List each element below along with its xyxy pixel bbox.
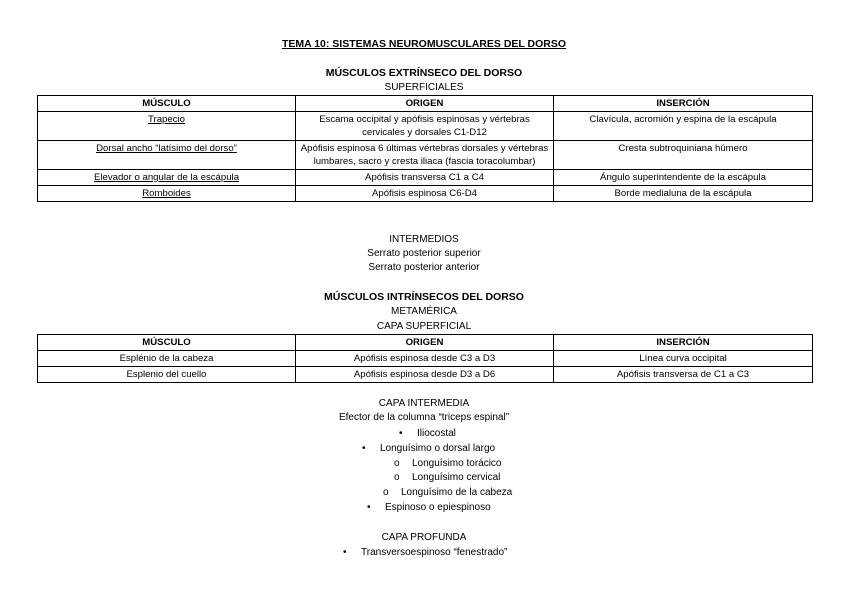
list-item: o Longuísimo torácico — [394, 458, 502, 469]
origin-cell: Apófisis espinosa 6 últimas vértebras dorsales y vértebras lumbares, sacro y cresta iliaca (fascia toracolumbar) — [296, 141, 554, 170]
extrinsic-table — [37, 95, 813, 202]
origin-cell: Escama occipital y apófisis espinosas y vértebras cervicales y dorsales C1-D12 — [296, 112, 554, 141]
col-header-insertion: INSERCIÓN — [554, 96, 813, 112]
bullet-icon: • — [367, 502, 371, 513]
muscle-cell: Dorsal ancho “latísimo del dorso” — [38, 141, 296, 170]
metamerica-label: METAMÉRICA — [391, 306, 457, 317]
capa-superficial-label: CAPA SUPERFICIAL — [376, 321, 472, 332]
muscle-cell: Trapecio — [38, 112, 296, 141]
insertion-cell: Borde medialuna de la escápula — [554, 186, 813, 202]
col-header-origin: ORIGEN — [296, 335, 554, 351]
table-row — [38, 170, 813, 186]
sub-bullet-icon: o — [383, 487, 389, 498]
muscle-cell: Elevador o angular de la escápula — [38, 170, 296, 186]
origin-cell: Apófisis transversa C1 a C4 — [296, 170, 554, 186]
effector-label: Efector de la columna “triceps espinal” — [338, 412, 510, 423]
bullet-icon: • — [362, 443, 366, 454]
list-item: o Longuísimo de la cabeza — [383, 487, 513, 498]
muscle-cell: Esplénio de la cabeza — [38, 351, 296, 367]
intrinsic-table — [37, 334, 813, 383]
superficial-label: SUPERFICIALES — [384, 82, 464, 93]
extrinsic-heading: MÚSCULOS EXTRÍNSECO DEL DORSO — [325, 67, 523, 79]
col-header-muscle: MÚSCULO — [38, 96, 296, 112]
table-header-row — [38, 96, 813, 112]
muscle-cell: Esplenio del cuello — [38, 367, 296, 383]
list-item: • Espinoso o epiespinoso — [367, 502, 491, 513]
insertion-cell: Apófisis transversa de C1 a C3 — [554, 367, 813, 383]
table-row — [38, 112, 813, 141]
origin-cell: Apófisis espinosa desde C3 a D3 — [296, 351, 554, 367]
origin-cell: Apófisis espinosa C6-D4 — [296, 186, 554, 202]
table-header-row — [38, 335, 813, 351]
sub-bullet-icon: o — [394, 458, 400, 469]
bullet-icon: • — [399, 428, 403, 439]
list-item: o Longuísimo cervical — [394, 472, 501, 483]
table-row — [38, 186, 813, 202]
intermediate-item: Serrato posterior anterior — [368, 262, 480, 273]
insertion-cell: Línea curva occipital — [554, 351, 813, 367]
table-row — [38, 141, 813, 170]
origin-cell: Apófisis espinosa desde D3 a D6 — [296, 367, 554, 383]
muscle-cell: Romboides — [38, 186, 296, 202]
insertion-cell: Clavícula, acromión y espina de la escápula — [554, 112, 813, 141]
list-item: • Transversoespinoso “fenestrado” — [343, 547, 508, 558]
intrinsic-heading: MÚSCULOS INTRÍNSECOS DEL DORSO — [324, 291, 524, 303]
table-row — [38, 367, 813, 383]
col-header-insertion: INSERCIÓN — [554, 335, 813, 351]
capa-intermedia-label: CAPA INTERMEDIA — [378, 398, 470, 409]
sub-bullet-icon: o — [394, 472, 400, 483]
insertion-cell: Ángulo superintendente de la escápula — [554, 170, 813, 186]
list-item: • Longuísimo o dorsal largo — [362, 443, 496, 454]
capa-profunda-label: CAPA PROFUNDA — [381, 532, 467, 543]
intermediate-label: INTERMEDIOS — [389, 234, 459, 245]
list-item: • Iliocostal — [399, 428, 456, 439]
table-row — [38, 351, 813, 367]
bullet-icon: • — [343, 547, 347, 558]
intermediate-item: Serrato posterior superior — [367, 248, 481, 259]
col-header-origin: ORIGEN — [296, 96, 554, 112]
insertion-cell: Cresta subtroquiniana húmero — [554, 141, 813, 170]
col-header-muscle: MÚSCULO — [38, 335, 296, 351]
document-title: TEMA 10: SISTEMAS NEUROMUSCULARES DEL DORSO — [281, 38, 567, 50]
